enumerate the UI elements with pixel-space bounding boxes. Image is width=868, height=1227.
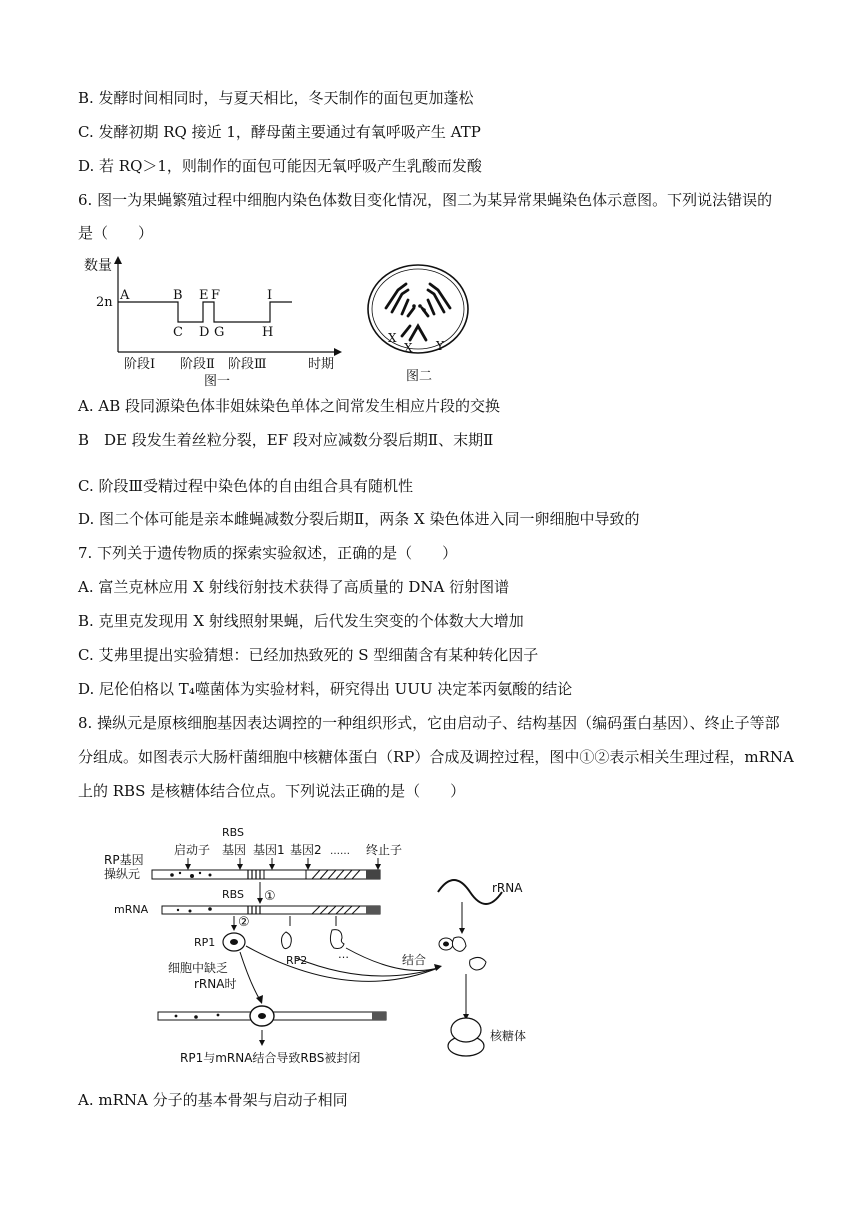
chromosome-label-y: Y (436, 339, 444, 353)
label-operon-1: RP基因 (104, 853, 144, 867)
q6-option-a: A. AB 段同源染色体非姐妹染色单体之间常发生相应片段的交换 (78, 397, 500, 415)
label-lack-2: rRNA时 (194, 977, 237, 991)
ribosome-assembly (439, 937, 486, 970)
point-a: A (120, 288, 130, 303)
operon-dna-bar (152, 870, 380, 879)
label-promoter: 启动子 (174, 843, 211, 857)
figure-1-caption: 图一 (204, 374, 231, 389)
label-ribosome: 核糖体 (490, 1029, 527, 1043)
q7-stem: 7. 下列关于遗传物质的探索实验叙述，正确的是（ ） (78, 544, 458, 562)
label-bind: 结合 (402, 953, 427, 967)
point-d: D (199, 325, 210, 340)
figure-3-operon (100, 818, 570, 1073)
label-gene2: 基因2 (290, 843, 322, 857)
figure-3-caption: RP1与mRNA结合导致RBS被封闭 (180, 1051, 361, 1065)
label-dots: … (338, 948, 349, 961)
level-2n-label: 2n (96, 295, 113, 310)
q8-stem-line3: 上的 RBS 是核糖体结合位点。下列说法正确的是（ ） (78, 782, 466, 800)
q7-option-a: A. 富兰克林应用 X 射线衍射技术获得了高质量的 DNA 衍射图谱 (78, 578, 510, 596)
q6-option-b: B DE 段发生着丝粒分裂，EF 段对应减数分裂后期Ⅱ、末期Ⅱ (78, 431, 494, 449)
point-c: C (173, 325, 183, 340)
q6-stem-line2: 是（ ） (78, 224, 154, 242)
blocked-mrna-bar (158, 1006, 386, 1026)
q5-option-d: D. 若 RQ＞1，则制作的面包可能因无氧呼吸产生乳酸而发酸 (78, 157, 482, 175)
point-e: E (199, 288, 209, 303)
q7-option-c: C. 艾弗里提出实验猜想：已经加热致死的 S 型细菌含有某种转化因子 (78, 646, 539, 664)
label-gene: 基因 (222, 843, 247, 857)
label-step-2: ② (238, 915, 250, 930)
label-rbs: RBS (222, 888, 244, 901)
q6-stem-line1: 6. 图一为果蝇繁殖过程中细胞内染色体数目变化情况，图二为某异常果蝇染色体示意图。下列说法错误的 (78, 191, 773, 209)
figure-2-cell (362, 262, 477, 388)
q8-stem-line1: 8. 操纵元是原核细胞基因表达调控的一种组织形式，它由启动子、结构基因（编码蛋白基因）、终止子等部 (78, 714, 780, 732)
figure-1-graph (80, 254, 350, 390)
label-operon-2: 操纵元 (104, 867, 141, 881)
label-step-1: ① (264, 889, 276, 904)
q6-option-d: D. 图二个体可能是亲本雌蝇减数分裂后期Ⅱ，两条 X 染色体进入同一卵细胞中导致的 (78, 510, 640, 528)
q8-option-a: A. mRNA 分子的基本骨架与启动子相同 (78, 1091, 348, 1109)
label-terminator: 终止子 (366, 843, 403, 857)
label-rp1: RP1 (194, 936, 216, 949)
label-rp2: RP2 (286, 954, 308, 967)
mrna-bar (162, 906, 380, 914)
chromosome-label-x2: X (404, 341, 413, 355)
stage-1-label: 阶段Ⅰ (124, 357, 156, 372)
ribosome-icon (448, 1018, 484, 1056)
q8-stem-line2: 分组成。如图表示大肠杆菌细胞中核糖体蛋白（RP）合成及调控过程，图中①②表示相关生理过程，mRNA (78, 748, 794, 766)
label-rbs-top: RBS (222, 826, 244, 839)
label-gene1: 基因1 (253, 843, 285, 857)
point-b: B (173, 288, 183, 303)
q7-option-b: B. 克里克发现用 X 射线照射果蝇，后代发生突变的个体数大大增加 (78, 612, 524, 630)
q7-option-d: D. 尼伦伯格以 T₄噬菌体为实验材料，研究得出 UUU 决定苯丙氨酸的结论 (78, 680, 573, 698)
label-rrna: rRNA (492, 881, 523, 895)
x-axis-label: 时期 (308, 357, 335, 372)
chromosome-number-line (118, 302, 292, 322)
point-h: H (262, 325, 274, 340)
rp-protein-3 (330, 930, 344, 949)
point-f: F (211, 288, 221, 303)
chromosome-label-x1: X (388, 331, 397, 345)
figure-2-caption: 图二 (406, 369, 433, 384)
point-i: I (267, 288, 273, 303)
y-axis-label: 数量 (84, 258, 112, 274)
q5-option-b: B. 发酵时间相同时，与夏天相比，冬天制作的面包更加蓬松 (78, 89, 474, 107)
stage-3-label: 阶段Ⅲ (228, 357, 267, 372)
q6-option-c: C. 阶段Ⅲ受精过程中染色体的自由组合具有随机性 (78, 477, 413, 495)
point-g: G (214, 325, 225, 340)
label-ellipsis: …… (330, 846, 350, 857)
stage-2-label: 阶段Ⅱ (180, 357, 215, 372)
rp2-protein (282, 932, 292, 949)
label-mrna: mRNA (114, 903, 149, 916)
label-lack-1: 细胞中缺乏 (168, 961, 229, 975)
q5-option-c: C. 发酵初期 RQ 接近 1，酵母菌主要通过有氧呼吸产生 ATP (78, 123, 481, 141)
